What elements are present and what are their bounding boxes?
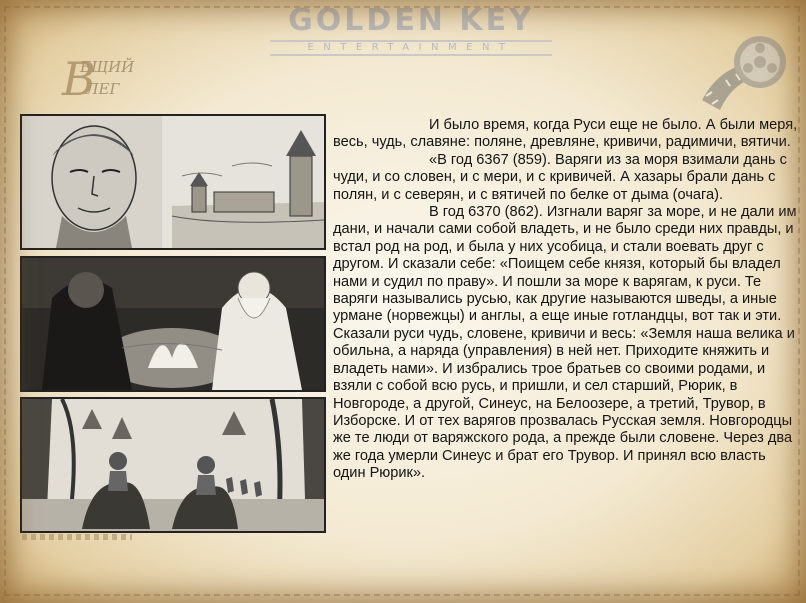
book-title-line1: ЕЩИЙ [80, 58, 135, 76]
panel-warrior-portrait [20, 114, 326, 250]
brand-header [270, 4, 552, 56]
text-paragraph-1: И было время, когда Руси еще не было. А были меря, весь, чудь, славяне: поляне, древляне, кривичи, радимичи, вятичи. [333, 117, 798, 151]
panel-riders-in-forest [20, 397, 326, 533]
book-title [58, 52, 138, 108]
brand-subtitle: ENTERTAINMENT [270, 40, 552, 56]
film-strip-decoration [22, 534, 132, 540]
brand-name: GOLDEN KEY [288, 3, 534, 38]
film-reel-icon [698, 30, 790, 122]
panel-campfire-elder [20, 256, 326, 392]
book-title-letter: В [62, 52, 96, 106]
text-paragraph-2: «В год 6367 (859). Варяги из за моря взимали дань с чуди, и со словен, и с мери, и с кривичей. А хазары брали дань с полян, и с северян, и с вятичей по белке от дыма (очага). [333, 151, 787, 203]
text-paragraph-3: В год 6370 (862). Изгнали варяг за море, и не дали им дани, и начали сами собой владеть, и не было среди них правды, и встал род на род, и была у них усобица, и стали воевать друг с другом. И сказали себе: «Поищем себе князя, который бы владел нами и судил по праву». И пошли за море к варягам, к руси. Те варяги назывались русью, как другие называются шведы, а иные урмане (норвежцы) и англы, а еще иные готландцы, вот так и эти. Сказали руси чудь, словене, кривичи и весь: «Земля наша велика и обильна, а наряда (управления) в ней нет. Приходите княжить и владеть нами». И избрались трое братьев со своими родами, и взяли с собой всю русь, и пришли, и сел старший, Рюрик, в Новгороде, а другой, Синеус, на Белоозере, а третий, Трувор, в Изборске. И от тех варягов прозвалась Русская земля. Новгородцы же те люди от варяжского рода, а прежде были словене. Через два же года умерли Синеус и брат его Трувор. И принял всю власть один Рюрик». [333, 204, 797, 482]
chronicle-text [333, 117, 801, 483]
book-title-line2: ЛЕГ [86, 80, 120, 98]
